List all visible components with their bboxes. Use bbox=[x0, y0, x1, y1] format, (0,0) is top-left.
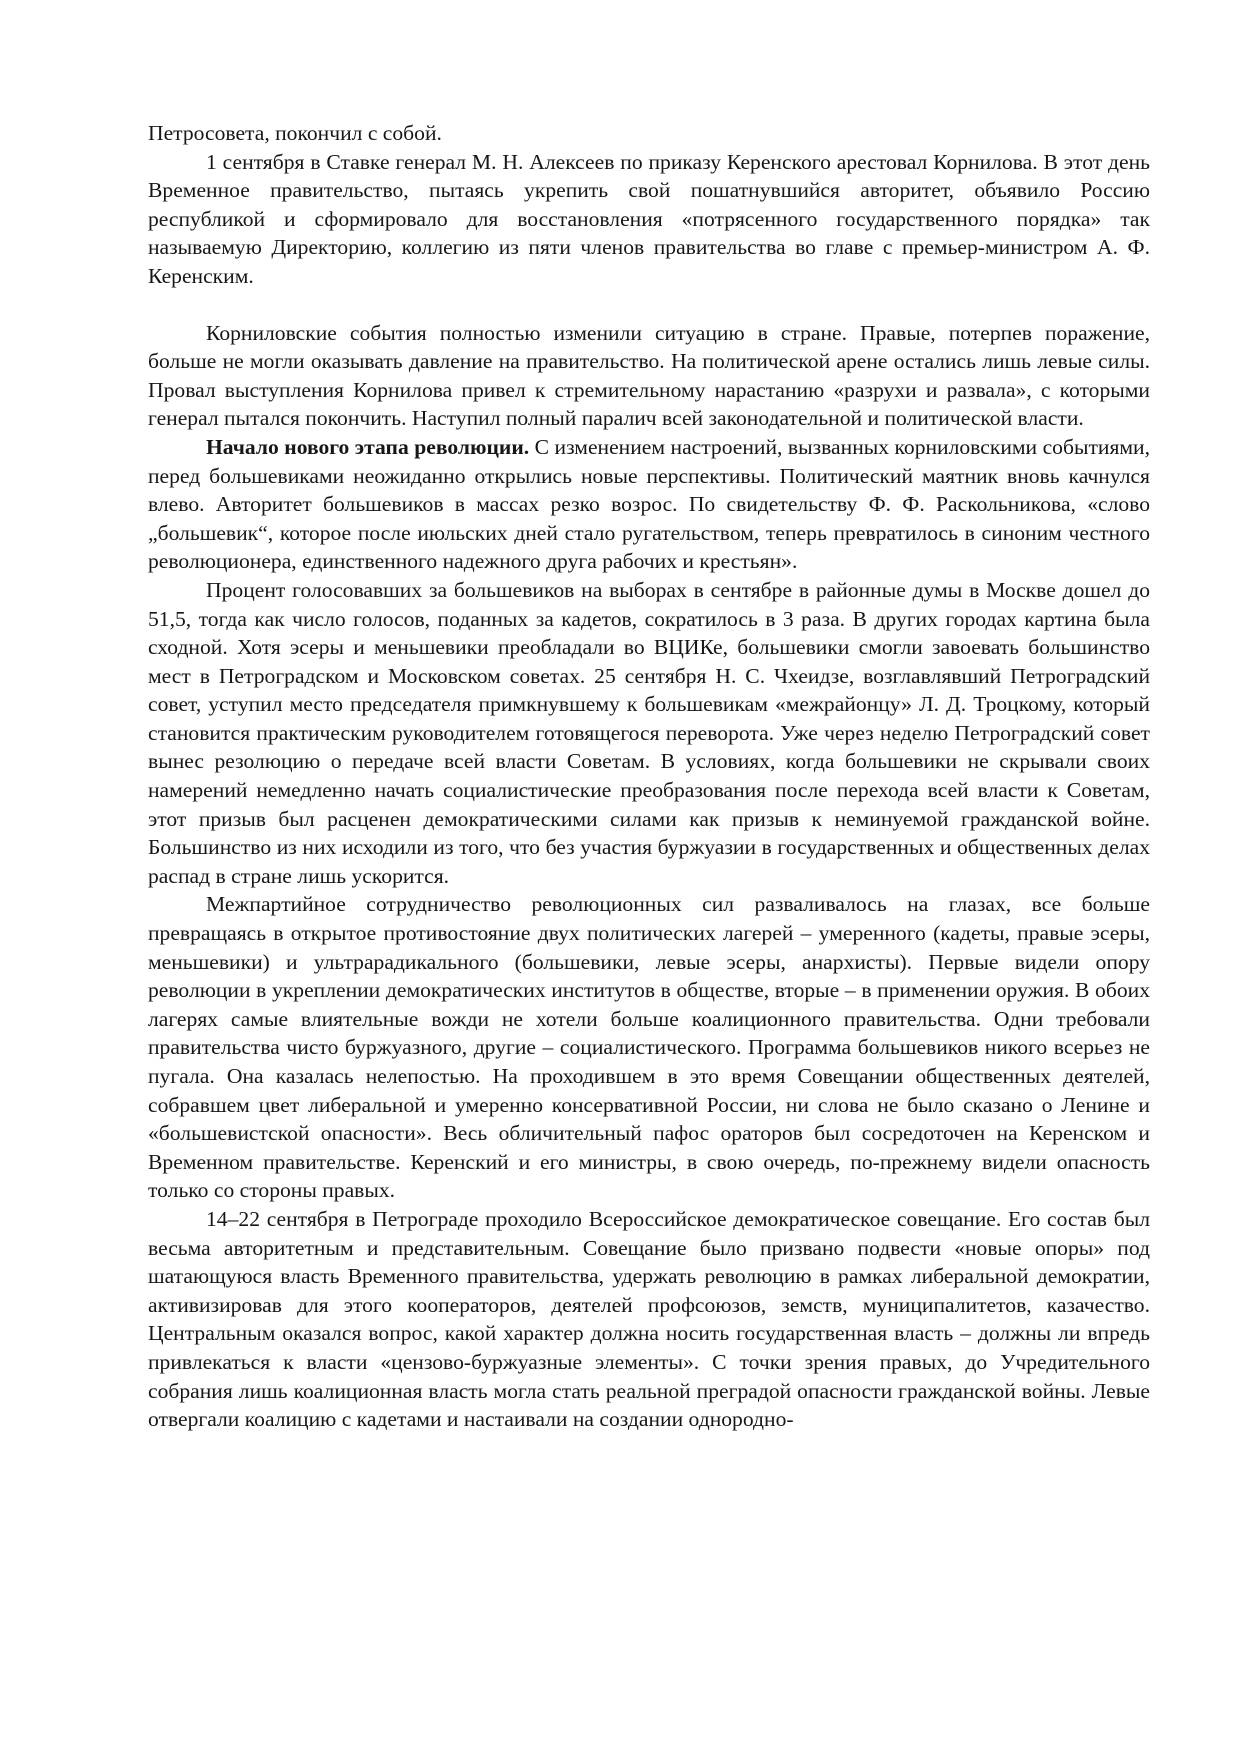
paragraph-kornilov-arrest bbox=[148, 148, 1150, 291]
paragraph-text: Процент голосовавших за большевиков на выборах в сентябре в районные думы в Москве дошел до 51,5, тогда как число голосов, поданных за кадетов, сократилось в 3 раза. В других городах картина была сходной. Хотя эсеры и меньшевики преобладали во ВЦИКе, большевики смогли завоевать большинство мест в Петроградском и Московском советах. 25 сентября Н. С. Чхеидзе, возглавлявший Петроградский совет, уступил место председателя примкнувшему к большевикам «межрайонцу» Л. Д. Троцкому, который становится практическим руководителем готовящегося переворота. Уже через неделю Петроградский совет вынес резолюцию о передаче всей власти Советам. В условиях, когда большевики не скрывали своих намерений немедленно начать социалистические преобразования после перехода всей власти к Советам, этот призыв был расценен демократическими силами как призыв к неминуемой гражданской войне. Большинство из них исходили из того, что без участия буржуазии в государственных и общественных делах распад в стране лишь ускорится. bbox=[148, 577, 1150, 888]
paragraph-text: 14–22 сентября в Петрограде проходило Всероссийское демократическое совещание. Его состав был весьма авторитетным и представительным. Совещание было призвано подвести «новые опоры» под шатающуюся власть Временного правительства, удержать революцию в рамках либеральной демократии, активизировав для этого кооператоров, деятелей профсоюзов, земств, муниципалитетов, казачество. Центральным оказался вопрос, какой характер должна носить государственная власть – должны ли впредь привлекаться к власти «цензово-буржуазные элементы». С точки зрения правых, до Учредительного собрания лишь коалиционная власть могла стать реальной преградой опасности гражданской войны. Левые отвергали коалицию с кадетами и настаивали на создании однородно- bbox=[148, 1206, 1150, 1432]
paragraph-interparty bbox=[148, 890, 1150, 1205]
paragraph-text: 1 сентября в Ставке генерал М. Н. Алексеев по приказу Керенского арестовал Корнилова. В этот день Временное правительство, пытаясь укрепить свой пошатнувшийся авторитет, объявило Россию республикой и сформировало для восстановления «потрясенного государственного порядка» так называемую Директорию, коллегию из пяти членов правительства во главе с премьер-министром А. Ф. Керенским. bbox=[148, 149, 1150, 288]
paragraph-kornilov-events bbox=[148, 319, 1150, 433]
section-heading: Начало нового этапа революции. bbox=[206, 434, 530, 459]
paragraph-text: Межпартийное сотрудничество революционных сил разваливалось на глазах, все больше превращаясь в открытое противостояние двух политических лагерей – умеренного (кадеты, правые эсеры, меньшевики) и ультрарадикального (большевики, левые эсеры, анархисты). Первые видели опору революции в укреплении демократических институтов в обществе, вторые – в применении оружия. В обоих лагерях самые влиятельные вожди не хотели больше коалиционного правительства. Одни требовали правительства чисто буржуазного, другие – социалистического. Программа большевиков никого всерьез не пугала. Она казалась нелепостью. На проходившем в это время Совещании общественных деятелей, собравшем цвет либеральной и умеренно консервативной России, ни слова не было сказано о Ленине и «большевистской опасности». Весь обличительный пафос ораторов был сосредоточен на Керенском и Временном правительстве. Керенский и его министры, в свою очередь, по-прежнему видели опасность только со стороны правых. bbox=[148, 892, 1150, 1203]
paragraph-text: Петросовета, покончил с собой. bbox=[148, 121, 442, 145]
paragraph-spacer bbox=[148, 291, 1150, 319]
paragraph-text: Корниловские события полностью изменили ситуацию в стране. Правые, потерпев поражение, больше не могли оказывать давление на правительство. На политической арене остались лишь левые силы. Провал выступления Корнилова привел к стремительному нарастанию «разрухи и развала», с которыми генерал пытался покончить. Наступил полный паралич всей законодательной и политической власти. bbox=[148, 320, 1150, 431]
paragraph-continuation bbox=[148, 119, 1150, 148]
paragraph-text: С изменением настроений, вызванных корниловскими событиями, перед большевиками неожиданно открылись новые перспективы. Политический маятник вновь качнулся влево. Авторитет большевиков в массах резко возрос. По свидетельству Ф. Ф. Раскольникова, «слово „большевик“, которое после июльских дней стало ругательством, теперь превратилось в синоним честного революционера, единственного надежного друга рабочих и крестьян». bbox=[148, 434, 1150, 574]
document-page bbox=[148, 119, 1150, 1434]
paragraph-democratic-conference bbox=[148, 1205, 1150, 1434]
paragraph-new-stage bbox=[148, 433, 1150, 576]
paragraph-elections bbox=[148, 576, 1150, 891]
